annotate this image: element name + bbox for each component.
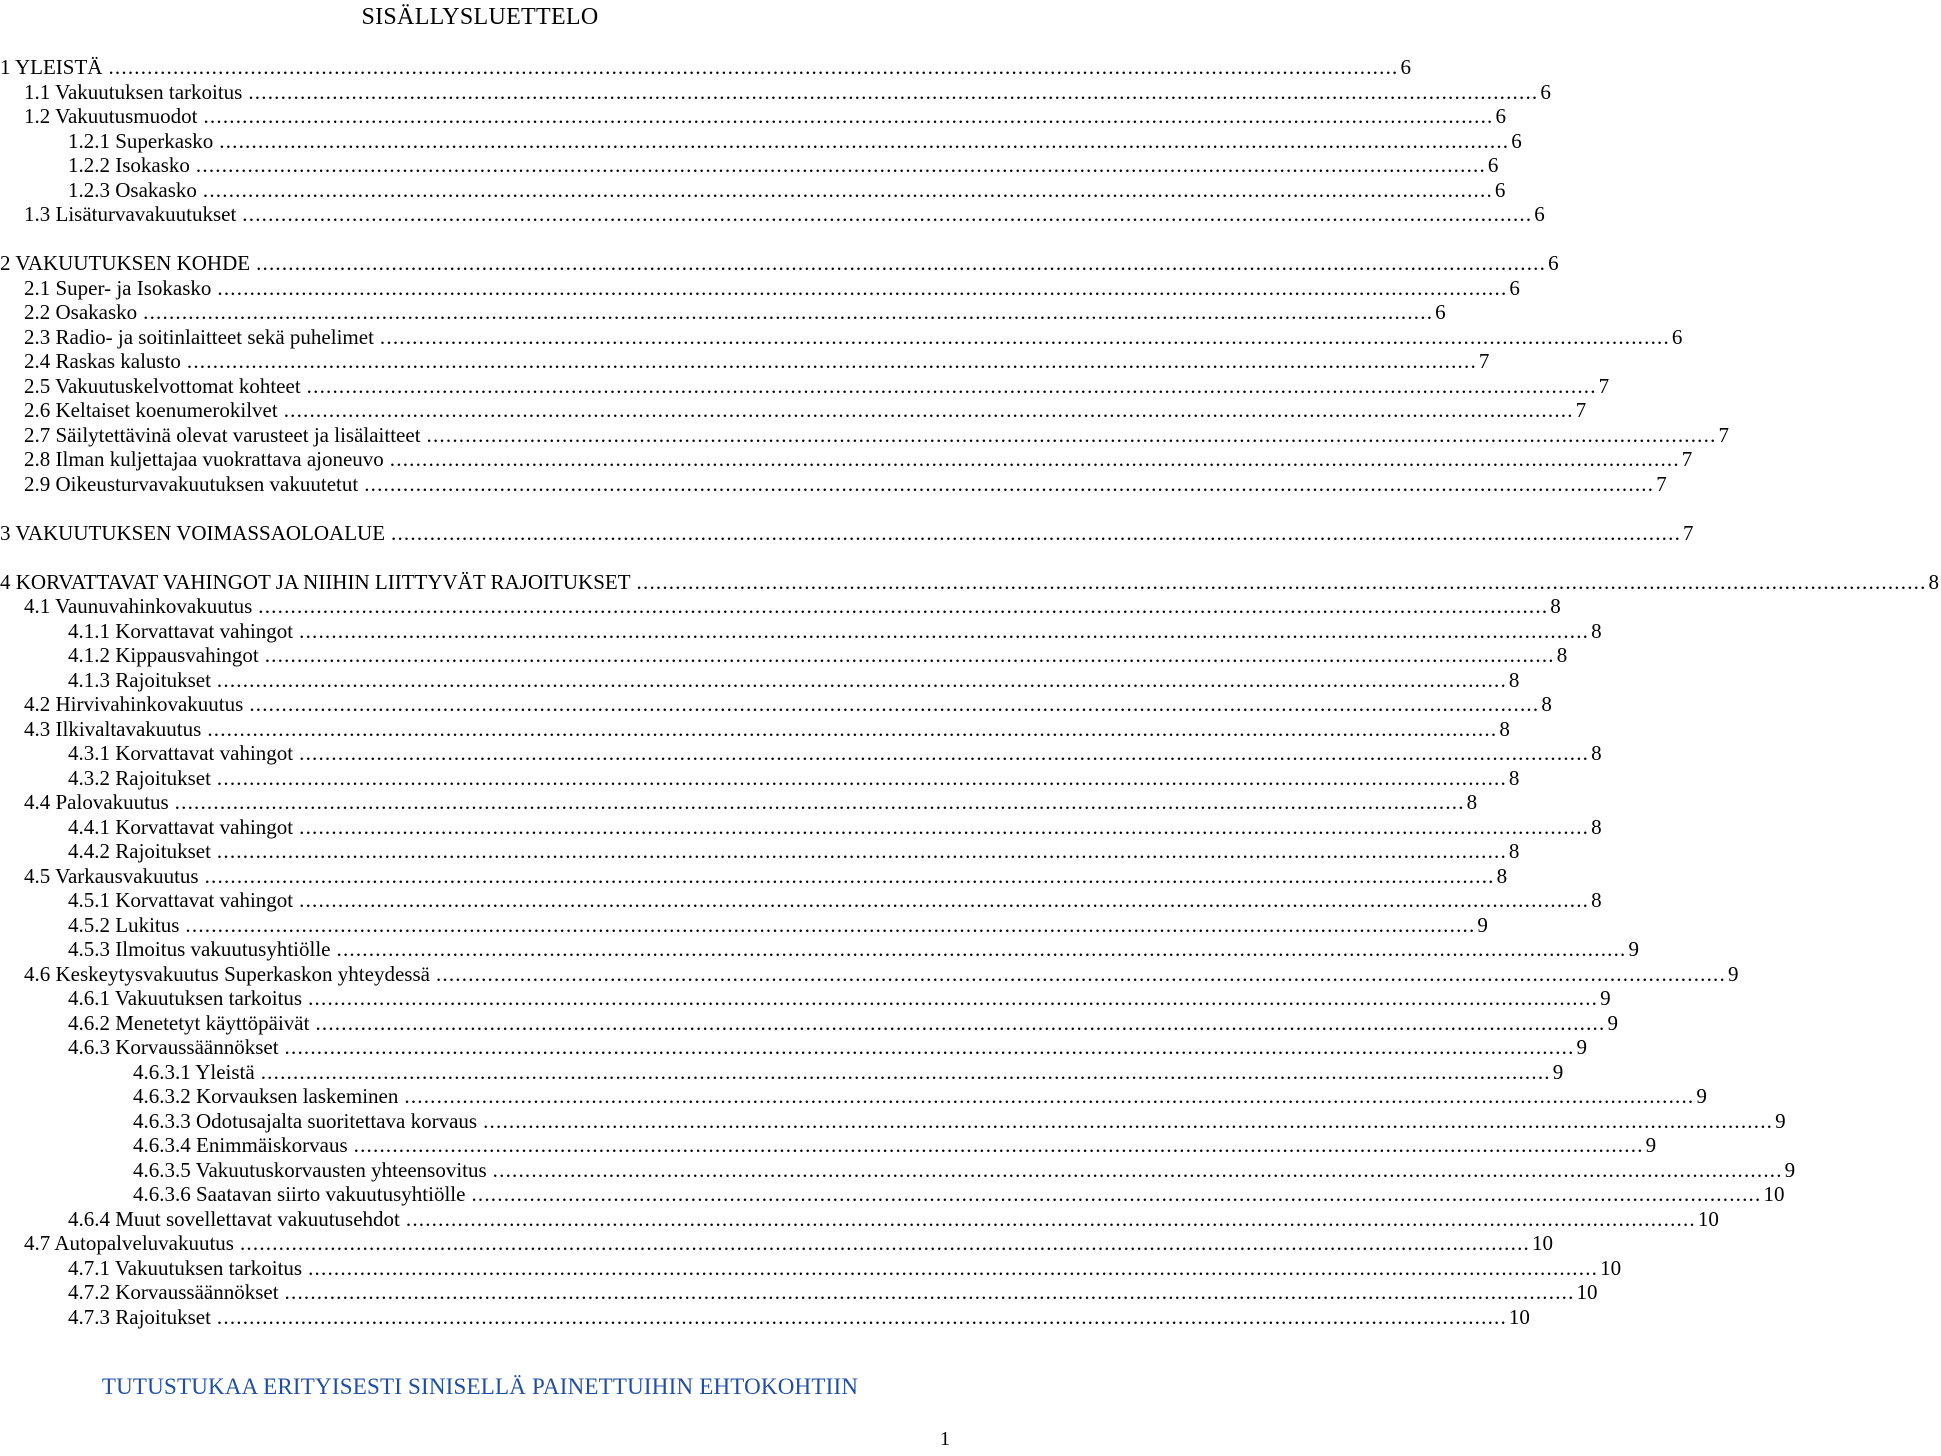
toc-entry-page: 6 (1671, 324, 1683, 349)
toc-leader-dots: ........................................................................................................................................................................................................ (284, 1035, 1575, 1059)
toc-entry-page: 7 (1656, 471, 1667, 496)
toc-leader-dots: ........................................................................................................................................................................................................ (284, 1280, 1575, 1304)
toc-entry-page: 8 (1541, 692, 1552, 716)
toc-leader-dots: ........................................................................................................................................................................................................ (391, 520, 1682, 545)
toc-entry-page: 9 (1775, 1108, 1786, 1133)
toc-entry-label: 4.1.3 Rajoitukset (68, 667, 211, 692)
toc-entry-label: 4.6.2 Menetetyt käyttöpäivät (68, 1010, 310, 1035)
toc-entry-label: 4.6 Keskeytysvakuutus Superkaskon yhteydessä (24, 961, 430, 986)
toc-entry-label: 2.7 Säilytettävinä olevat varusteet ja lisälaitteet (24, 422, 421, 447)
toc-entry-page: 9 (1645, 1133, 1657, 1157)
toc-entry-page: 8 (1591, 741, 1602, 765)
toc-entry-page: 6 (1509, 275, 1520, 300)
toc-leader-dots: ........................................................................................................................................................................................................ (216, 839, 1507, 863)
toc-entry-page: 8 (1550, 594, 1561, 618)
toc-entry-label: 4.5.1 Korvattavat vahingot (68, 888, 294, 912)
toc-entry[interactable] (0, 153, 1499, 177)
toc-entry-page: 6 (1435, 300, 1446, 324)
toc-entry[interactable] (0, 643, 1568, 667)
toc-entry-label: 4.6.3.6 Saatavan siirto vakuutusyhtiölle (133, 1182, 466, 1206)
toc-leader-dots: ........................................................................................................................................................................................................ (336, 937, 1627, 961)
toc-leader-dots: ........................................................................................................................................................................................................ (405, 1206, 1696, 1231)
toc-entry[interactable] (0, 1084, 1707, 1108)
toc-entry[interactable] (0, 1182, 1785, 1206)
toc-entry-label: 4.6.3.4 Enimmäiskorvaus (133, 1133, 348, 1157)
toc-leader-dots: ........................................................................................................................................................................................................ (207, 716, 1498, 741)
toc-entry[interactable] (0, 79, 1551, 104)
toc-entry-label: 1.1 Vakuutuksen tarkoitus (24, 79, 243, 104)
toc-entry-label: 1.2 Vakuutusmuodot (24, 104, 198, 128)
toc-entry-label: 4.3 Ilkivaltavakuutus (24, 716, 202, 741)
toc-entry[interactable] (0, 324, 1683, 349)
toc-entry-label: 2.4 Raskas kalusto (24, 349, 181, 373)
toc-leader-dots: ........................................................................................................................................................................................................ (483, 1108, 1774, 1133)
toc-entry[interactable] (0, 618, 1602, 643)
toc-entry-page: 10 (1576, 1280, 1598, 1304)
toc-entry[interactable] (0, 1010, 1618, 1035)
toc-entry-page: 6 (1534, 202, 1545, 226)
toc-entry-label: 4.6.3.2 Korvauksen laskeminen (133, 1084, 399, 1108)
toc-leader-dots: ........................................................................................................................................................................................................ (299, 814, 1590, 839)
toc-entry[interactable] (0, 520, 1694, 545)
toc-entry[interactable] (0, 398, 1587, 422)
toc-entry[interactable] (0, 814, 1602, 839)
toc-entry[interactable] (0, 1231, 1553, 1255)
toc-entry[interactable] (0, 422, 1730, 447)
toc-entry[interactable] (0, 202, 1545, 226)
toc-entry-page: 9 (1784, 1157, 1796, 1182)
toc-leader-dots: ........................................................................................................................................................................................................ (260, 1059, 1551, 1084)
toc-leader-dots: ........................................................................................................................................................................................................ (174, 790, 1465, 814)
toc-entry-page: 10 (1763, 1182, 1785, 1206)
toc-entry[interactable] (0, 128, 1522, 153)
toc-entry-label: 3 VAKUUTUKSEN VOIMASSAOLOALUE (0, 520, 386, 545)
toc-entry[interactable] (0, 839, 1520, 863)
toc-entry[interactable] (0, 1304, 1530, 1329)
toc-entry-page: 8 (1556, 643, 1568, 667)
toc-leader-dots: ........................................................................................................................................................................................................ (249, 692, 1540, 716)
toc-entry[interactable] (0, 716, 1510, 741)
toc-entry-page: 10 (1697, 1206, 1719, 1231)
toc-leader-dots: ........................................................................................................................................................................................................ (283, 398, 1574, 422)
toc-entry-page: 9 (1727, 961, 1739, 986)
toc-leader-dots: ........................................................................................................................................................................................................ (435, 961, 1726, 986)
toc-leader-dots: ........................................................................................................................................................................................................ (426, 422, 1717, 447)
toc-entry[interactable] (0, 937, 1639, 961)
toc-leader-dots: ........................................................................................................................................................................................................ (216, 667, 1507, 692)
toc-entry[interactable] (0, 104, 1506, 128)
toc-entry-page: 6 (1400, 55, 1411, 79)
toc-entry-page: 8 (1499, 716, 1510, 741)
toc-entry-page: 6 (1487, 153, 1499, 177)
toc-entry-label: 4.4.1 Korvattavat vahingot (68, 814, 294, 839)
notice-text: TUTUSTUKAA ERITYISESTI SINISELLÄ PAINETTUIHIN EHTOKOHTIIN (101, 1374, 859, 1399)
toc-entry-page: 8 (1591, 888, 1602, 912)
toc-entry-page: 7 (1598, 373, 1610, 398)
toc-entry[interactable] (0, 251, 1559, 275)
toc-leader-dots: ........................................................................................................................................................................................................ (217, 275, 1508, 300)
toc-leader-dots: ........................................................................................................................................................................................................ (195, 153, 1486, 177)
toc-entry-label: 4.1 Vaunuvahinkovakuutus (24, 594, 253, 618)
toc-leader-dots: ........................................................................................................................................................................................................ (379, 324, 1670, 349)
toc-entry-label: 4.1.1 Korvattavat vahingot (68, 618, 294, 643)
toc-entry-page: 10 (1600, 1255, 1622, 1280)
toc-entry[interactable] (0, 349, 1490, 373)
toc-leader-dots: ........................................................................................................................................................................................................ (203, 104, 1494, 128)
toc-entry[interactable] (0, 373, 1610, 398)
toc-leader-dots: ........................................................................................................................................................................................................ (219, 128, 1510, 153)
toc-leader-dots: ........................................................................................................................................................................................................ (315, 1010, 1606, 1035)
toc-entry-page: 6 (1494, 177, 1506, 202)
toc-entry-label: 4.4 Palovakuutus (24, 790, 169, 814)
toc-entry-label: 4.6.3.3 Odotusajalta suoritettava korvaus (133, 1108, 478, 1133)
toc-leader-dots: ........................................................................................................................................................................................................ (216, 765, 1507, 790)
toc-entry-label: 4.2 Hirvivahinkovakuutus (24, 692, 244, 716)
toc-entry-page: 8 (1591, 814, 1602, 839)
toc-entry[interactable] (0, 888, 1602, 912)
toc-entry-label: 4.7.3 Rajoitukset (68, 1304, 211, 1329)
toc-entry-page: 9 (1552, 1059, 1564, 1084)
toc-entry-label: 2.5 Vakuutuskelvottomat kohteet (24, 373, 301, 398)
toc-leader-dots: ........................................................................................................................................................................................................ (299, 618, 1590, 643)
toc-entry-label: 2.8 Ilman kuljettajaa vuokrattava ajoneuvo (24, 447, 384, 471)
page-title: SISÄLLYSLUETTELO (361, 4, 599, 30)
toc-leader-dots: ........................................................................................................................................................................................................ (256, 251, 1547, 275)
toc-entry[interactable] (0, 177, 1506, 202)
toc-leader-dots: ........................................................................................................................................................................................................ (492, 1157, 1783, 1182)
toc-entry-page: 9 (1576, 1035, 1588, 1059)
toc-entry-label: 4.5.3 Ilmoitus vakuutusyhtiölle (68, 937, 331, 961)
toc-entry-page: 8 (1466, 790, 1478, 814)
toc-leader-dots: ........................................................................................................................................................................................................ (264, 643, 1555, 667)
toc-entry-page: 7 (1478, 349, 1490, 373)
toc-entry[interactable] (0, 1133, 1657, 1157)
toc-leader-dots: ........................................................................................................................................................................................................ (108, 55, 1399, 79)
toc-entry-page: 7 (1575, 398, 1587, 422)
toc-entry-label: 1 YLEISTÄ (0, 55, 103, 79)
toc-entry[interactable] (0, 986, 1611, 1010)
toc-entry[interactable] (0, 569, 1940, 594)
toc-entry[interactable] (0, 1206, 1719, 1231)
toc-entry-page: 7 (1718, 422, 1730, 447)
toc-entry[interactable] (0, 1035, 1588, 1059)
toc-entry[interactable] (0, 667, 1520, 692)
toc-entry-label: 1.2.1 Superkasko (68, 128, 214, 153)
toc-leader-dots: ........................................................................................................................................................................................................ (216, 1304, 1507, 1329)
toc-entry[interactable] (0, 1108, 1786, 1133)
toc-entry-label: 2.3 Radio- ja soitinlaitteet sekä puhelimet (24, 324, 374, 349)
toc-leader-dots: ........................................................................................................................................................................................................ (242, 202, 1533, 226)
toc-entry-label: 4.6.3 Korvaussäännökset (68, 1035, 279, 1059)
toc-leader-dots: ........................................................................................................................................................................................................ (204, 863, 1495, 888)
toc-leader-dots: ........................................................................................................................................................................................................ (308, 1255, 1599, 1280)
toc-leader-dots: ........................................................................................................................................................................................................ (404, 1084, 1695, 1108)
toc-leader-dots: ........................................................................................................................................................................................................ (306, 373, 1597, 398)
toc-entry-label: 4.6.4 Muut sovellettavat vakuutusehdot (68, 1206, 400, 1231)
toc-entry-label: 2.1 Super- ja Isokasko (24, 275, 212, 300)
toc-entry[interactable] (0, 863, 1508, 888)
toc-leader-dots: ........................................................................................................................................................................................................ (248, 79, 1539, 104)
toc-entry-page: 10 (1508, 1304, 1530, 1329)
toc-entry[interactable] (0, 692, 1552, 716)
toc-entry[interactable] (0, 961, 1739, 986)
toc-entry-label: 1.3 Lisäturvavakuutukset (24, 202, 237, 226)
toc-entry-label: 2.9 Oikeusturvavakuutuksen vakuutetut (24, 471, 359, 496)
toc-entry-page: 7 (1683, 520, 1694, 545)
page-number: 1 (940, 1428, 950, 1450)
toc-entry-page: 7 (1681, 447, 1693, 471)
toc-leader-dots: ........................................................................................................................................................................................................ (308, 986, 1599, 1010)
toc-entry[interactable] (0, 447, 1693, 471)
toc-entry[interactable] (0, 300, 1446, 324)
toc-entry-label: 4.5.2 Lukitus (68, 912, 180, 937)
toc-entry-page: 9 (1696, 1084, 1707, 1108)
toc-entry-page: 6 (1540, 79, 1551, 104)
toc-entry-page: 6 (1548, 251, 1559, 275)
toc-entry-label: 4.6.3.5 Vakuutuskorvausten yhteensovitus (133, 1157, 487, 1182)
toc-entry-page: 9 (1600, 986, 1611, 1010)
toc-entry-page: 9 (1477, 912, 1488, 937)
toc-entry-label: 4.1.2 Kippausvahingot (68, 643, 259, 667)
toc-entry-label: 4.7.2 Korvaussäännökset (68, 1280, 279, 1304)
toc-entry-page: 8 (1508, 667, 1520, 692)
toc-entry-label: 4.6.1 Vakuutuksen tarkoitus (68, 986, 303, 1010)
toc-entry-page: 8 (1496, 863, 1508, 888)
toc-leader-dots: ........................................................................................................................................................................................................ (299, 888, 1590, 912)
toc-entry-label: 2.6 Keltaiset koenumerokilvet (24, 398, 278, 422)
toc-entry[interactable] (0, 275, 1520, 300)
toc-entry-page: 8 (1508, 839, 1520, 863)
toc-entry-label: 4 KORVATTAVAT VAHINGOT JA NIIHIN LIITTYVÄT RAJOITUKSET (0, 569, 631, 594)
toc-leader-dots: ........................................................................................................................................................................................................ (239, 1231, 1530, 1255)
toc-leader-dots: ........................................................................................................................................................................................................ (471, 1182, 1762, 1206)
toc-entry-page: 6 (1511, 128, 1522, 153)
toc-leader-dots: ........................................................................................................................................................................................................ (636, 569, 1927, 594)
toc-leader-dots: ........................................................................................................................................................................................................ (185, 912, 1476, 937)
toc-leader-dots: ........................................................................................................................................................................................................ (364, 471, 1655, 496)
toc-entry[interactable] (0, 912, 1488, 937)
toc-entry[interactable] (0, 1059, 1564, 1084)
toc-entry-label: 4.6.3.1 Yleistä (133, 1059, 255, 1084)
toc-entry-page: 8 (1508, 765, 1520, 790)
toc-entry-label: 2.2 Osakasko (24, 300, 138, 324)
toc-entry[interactable] (0, 1255, 1622, 1280)
toc-entry-label: 1.2.2 Isokasko (68, 153, 190, 177)
toc-leader-dots: ........................................................................................................................................................................................................ (258, 594, 1549, 618)
toc-entry-page: 10 (1531, 1231, 1553, 1255)
toc-entry-label: 4.7 Autopalveluvakuutus (24, 1231, 234, 1255)
toc-entry[interactable] (0, 1157, 1796, 1182)
toc-entry-page: 8 (1591, 618, 1602, 643)
toc-entry-label: 2 VAKUUTUKSEN KOHDE (0, 251, 251, 275)
toc-entry[interactable] (0, 1280, 1598, 1304)
toc-entry-page: 8 (1928, 569, 1940, 594)
toc-entry[interactable] (0, 471, 1667, 496)
toc-entry-label: 4.4.2 Rajoitukset (68, 839, 211, 863)
toc-entry-page: 9 (1607, 1010, 1618, 1035)
toc-leader-dots: ........................................................................................................................................................................................................ (299, 741, 1590, 765)
toc-entry[interactable] (0, 55, 1411, 79)
toc-entry[interactable] (0, 741, 1602, 765)
toc-entry-label: 4.5 Varkausvakuutus (24, 863, 199, 888)
toc-entry[interactable] (0, 594, 1561, 618)
toc-entry[interactable] (0, 790, 1478, 814)
toc-entry-page: 6 (1495, 104, 1506, 128)
toc-entry-label: 1.2.3 Osakasko (68, 177, 197, 202)
toc-entry-label: 4.7.1 Vakuutuksen tarkoitus (68, 1255, 303, 1280)
toc-leader-dots: ........................................................................................................................................................................................................ (389, 447, 1680, 471)
toc-leader-dots: ........................................................................................................................................................................................................ (353, 1133, 1644, 1157)
toc-entry-label: 4.3.1 Korvattavat vahingot (68, 741, 294, 765)
toc-leader-dots: ........................................................................................................................................................................................................ (202, 177, 1493, 202)
toc-leader-dots: ........................................................................................................................................................................................................ (186, 349, 1477, 373)
toc-entry-page: 9 (1628, 937, 1639, 961)
toc-entry-label: 4.3.2 Rajoitukset (68, 765, 211, 790)
toc-entry[interactable] (0, 765, 1520, 790)
toc-leader-dots: ........................................................................................................................................................................................................ (143, 300, 1434, 324)
